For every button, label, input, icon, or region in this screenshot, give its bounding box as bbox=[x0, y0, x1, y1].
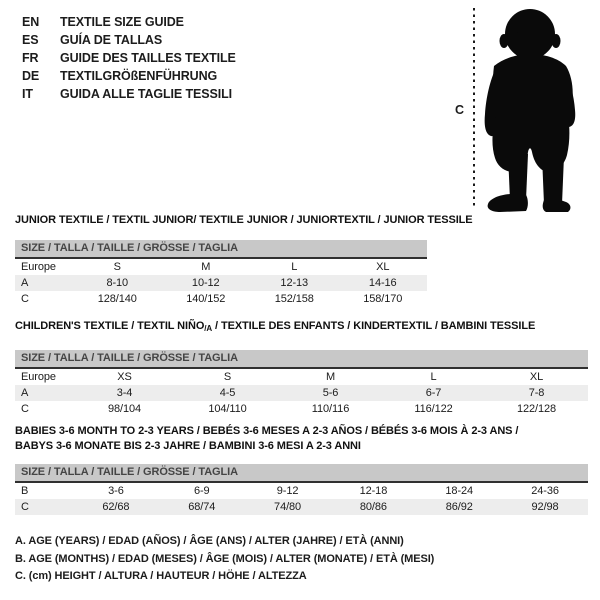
table-row bbox=[15, 259, 427, 275]
junior-textile-table bbox=[15, 214, 473, 307]
table-cell: 128/140 bbox=[97, 293, 137, 305]
children-textile-table bbox=[15, 320, 588, 417]
table-cell: L bbox=[291, 261, 298, 273]
table-cell: 122/128 bbox=[516, 403, 557, 415]
table-cell: 68/74 bbox=[188, 501, 216, 513]
language-label: TEXTILE SIZE GUIDE bbox=[60, 15, 184, 29]
table-title: CHILDREN'S TEXTILE / TEXTIL $NIÑO_{/A}$ / TEXTILE DES ENFANTS / KINDERTEXTIL / BAMBINI TESSILE bbox=[15, 320, 536, 333]
table-cell: 9-12 bbox=[276, 485, 299, 497]
table-row bbox=[15, 401, 588, 417]
table-cell: 86/92 bbox=[445, 501, 473, 513]
legend-line-c: C. (cm) HEIGHT / ALTURA / HAUTEUR / HÖHE / ALTEZZA bbox=[15, 570, 307, 582]
table-cell: XS bbox=[117, 371, 132, 383]
table-row bbox=[15, 483, 588, 499]
height-dotted-line bbox=[473, 8, 475, 209]
row-label: A bbox=[21, 387, 29, 399]
row-label: Europe bbox=[21, 371, 56, 383]
table-cell: 14-16 bbox=[368, 277, 397, 289]
table-cell: 4-5 bbox=[219, 387, 236, 399]
table-row bbox=[15, 499, 588, 515]
language-code: DE bbox=[22, 69, 40, 83]
language-row-de bbox=[22, 67, 236, 85]
table-cell: L bbox=[430, 371, 437, 383]
size-header-bar: SIZE / TALLA / TAILLE / GRÖSSE / TAGLIA bbox=[15, 240, 427, 257]
table-cell: 8-10 bbox=[106, 277, 129, 289]
row-label: Europe bbox=[21, 261, 56, 273]
language-code: FR bbox=[22, 51, 39, 65]
table-row bbox=[15, 369, 588, 385]
table-row bbox=[15, 291, 427, 307]
language-list bbox=[22, 13, 236, 103]
table-cell: 110/116 bbox=[311, 403, 350, 415]
table-cell: 12-18 bbox=[359, 485, 388, 497]
row-label: C bbox=[21, 403, 29, 415]
table-cell: S bbox=[113, 261, 121, 273]
table-cell: XL bbox=[529, 371, 544, 383]
baby-silhouette-icon bbox=[482, 4, 592, 212]
table-cell: 104/110 bbox=[208, 403, 247, 415]
language-row-es bbox=[22, 31, 236, 49]
table-cell: XL bbox=[376, 261, 390, 273]
language-row-en bbox=[22, 13, 236, 31]
language-code: ES bbox=[22, 33, 39, 47]
table-cell: M bbox=[201, 261, 211, 273]
table-cell: 152/158 bbox=[274, 293, 314, 305]
language-code: IT bbox=[22, 87, 33, 101]
table-cell: 98/104 bbox=[107, 403, 142, 415]
height-measure-label: C bbox=[455, 103, 464, 117]
language-label: GUÍA DE TALLAS bbox=[60, 33, 163, 47]
table-cell: 12-13 bbox=[280, 277, 309, 289]
table-cell: M bbox=[325, 371, 336, 383]
table-cell: 158/170 bbox=[363, 293, 403, 305]
table-cell: 5-6 bbox=[322, 387, 339, 399]
legend-line-a: A. AGE (YEARS) / EDAD (AÑOS) / ÂGE (ANS) / ALTER (JAHRE) / ETÀ (ANNI) bbox=[15, 535, 404, 547]
baby-figure bbox=[440, 0, 600, 220]
table-cell: 7-8 bbox=[528, 387, 545, 399]
table-row bbox=[15, 275, 427, 291]
table-title: BABIES 3-6 MONTH TO 2-3 YEARS / BEBÉS 3-6 MESES A 2-3 AÑOS / BÉBÉS 3-6 MOIS À 2-3 ANS / BABYS 3-6 MONATE BIS 2-3 JAHRE / BAMBINI 3-6 MESI A 2-3 ANNI bbox=[15, 425, 519, 452]
table-cell: 24-36 bbox=[531, 485, 559, 497]
size-header-bar: SIZE / TALLA / TAILLE / GRÖSSE / TAGLIA bbox=[15, 350, 588, 367]
row-label: A bbox=[21, 277, 29, 289]
legend-line-b: B. AGE (MONTHS) / EDAD (MESES) / ÂGE (MOIS) / ALTER (MONATE) / ETÀ (MESI) bbox=[15, 552, 435, 565]
table-cell: 6-9 bbox=[193, 485, 210, 497]
table-title: JUNIOR TEXTILE / TEXTIL JUNIOR/ TEXTILE JUNIOR / JUNIORTEXTIL / JUNIOR TESSILE bbox=[15, 214, 473, 226]
table-cell: 116/122 bbox=[414, 403, 453, 415]
table-cell: 10-12 bbox=[191, 277, 220, 289]
table-row bbox=[15, 385, 588, 401]
measure-legend bbox=[15, 533, 434, 586]
size-header-bar: SIZE / TALLA / TAILLE / GRÖSSE / TAGLIA bbox=[15, 464, 588, 481]
language-label: TEXTILGRÖßENFÜHRUNG bbox=[60, 69, 218, 83]
language-label: GUIDE DES TAILLES TEXTILE bbox=[60, 51, 236, 65]
row-label: C bbox=[21, 501, 29, 513]
table-cell: 92/98 bbox=[531, 501, 559, 513]
language-label: GUIDA ALLE TAGLIE TESSILI bbox=[60, 87, 233, 101]
language-row-it bbox=[22, 85, 236, 103]
table-cell: 6-7 bbox=[425, 387, 442, 399]
table-cell: 80/86 bbox=[359, 501, 387, 513]
babies-textile-table bbox=[15, 424, 588, 515]
language-row-fr bbox=[22, 49, 236, 67]
row-label: B bbox=[21, 485, 29, 497]
table-cell: 18-24 bbox=[445, 485, 474, 497]
table-cell: S bbox=[223, 371, 232, 383]
table-cell: 3-6 bbox=[108, 485, 124, 497]
table-cell: 62/68 bbox=[102, 501, 130, 513]
table-cell: 140/152 bbox=[186, 293, 226, 305]
table-cell: 3-4 bbox=[116, 387, 133, 399]
language-code: EN bbox=[22, 15, 40, 29]
table-cell: 74/80 bbox=[274, 501, 302, 513]
row-label: C bbox=[21, 293, 29, 305]
